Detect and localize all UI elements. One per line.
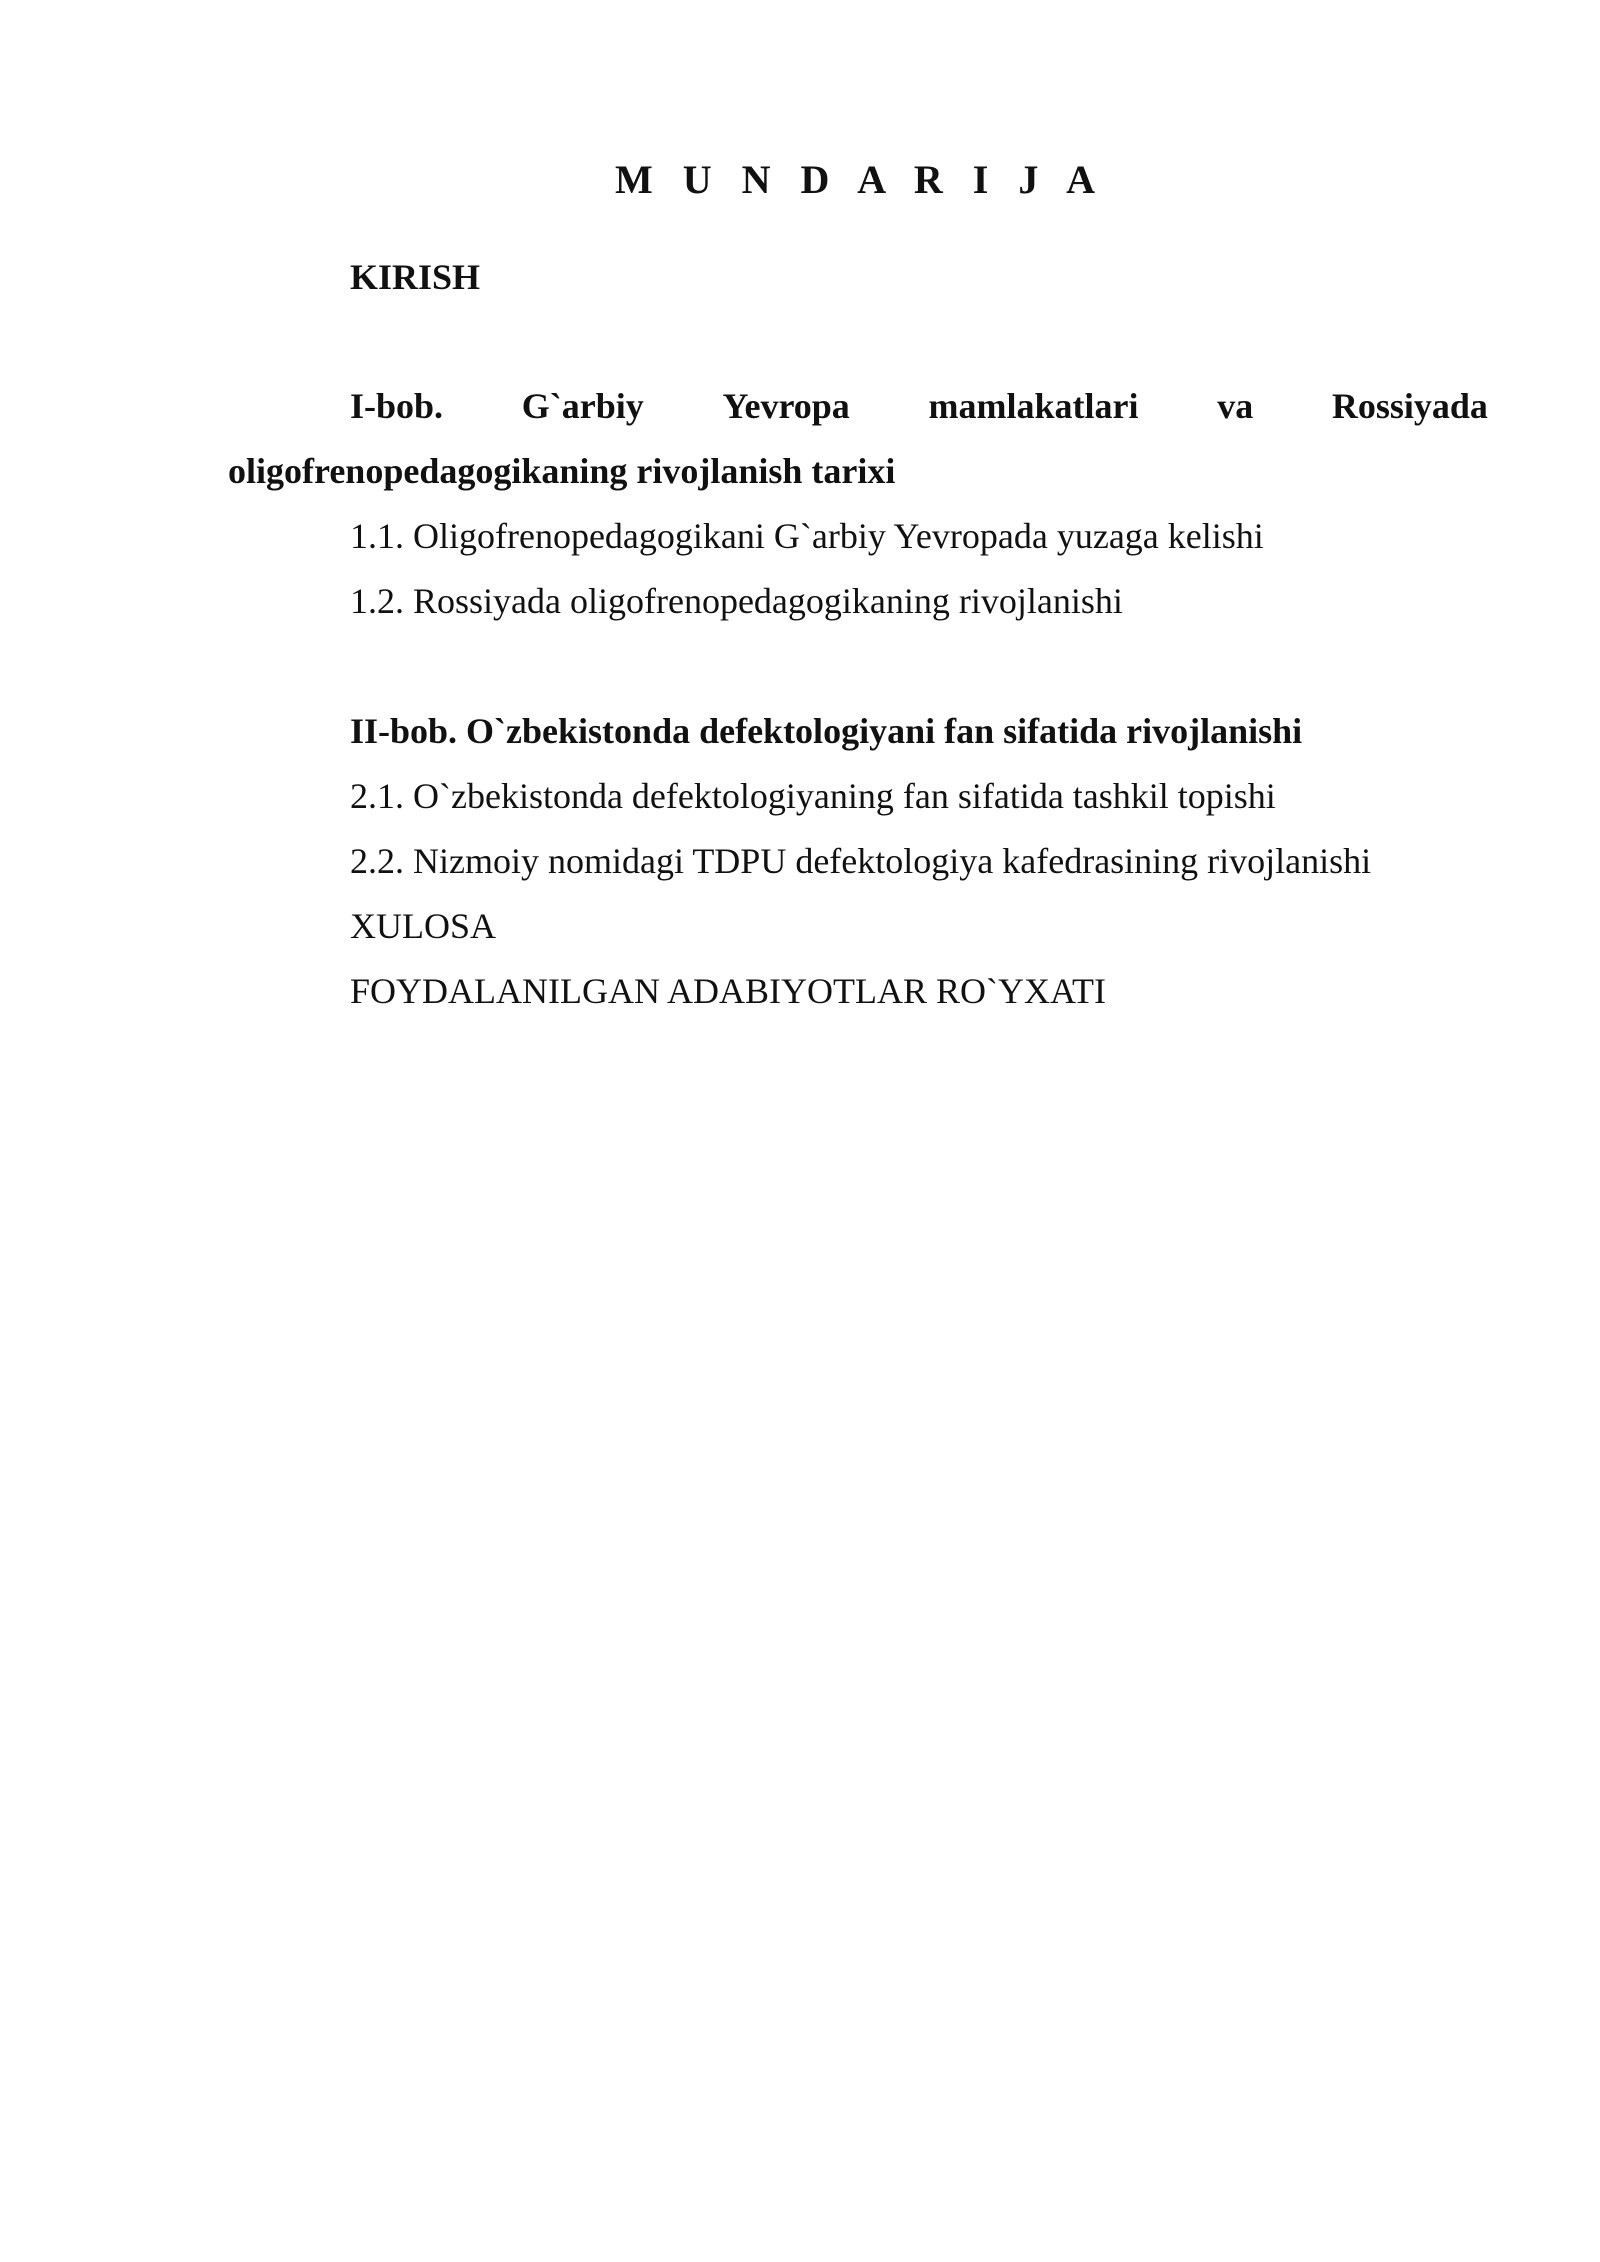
page-title: M U N D A R I J A (614, 157, 1106, 202)
toc-references: FOYDALANILGAN ADABIYOTLAR RO`YXATI (350, 971, 1106, 1011)
toc-chapter1-title-line2: oligofrenopedagogikaning rivojlanish tarixi (228, 451, 896, 491)
toc-section-2-1: 2.1. O`zbekistonda defektologiyaning fan sifatida tashkil topishi (350, 776, 1276, 816)
toc-section-1-1: 1.1. Oligofrenopedagogikani G`arbiy Yevropada yuzaga kelishi (350, 516, 1264, 556)
chapter1-word: va (1217, 386, 1254, 426)
toc-chapter1-title-line1 (350, 381, 1488, 431)
toc-section-2-2: 2.2. Nizmoiy nomidagi TDPU defektologiya kafedrasining rivojlanishi (350, 841, 1372, 881)
chapter1-word: Rossiyada (1331, 386, 1488, 426)
toc-intro: KIRISH (350, 257, 481, 297)
chapter1-word: mamlakatlari (928, 386, 1139, 426)
chapter1-word: Yevropa (722, 386, 850, 426)
toc-section-1-2: 1.2. Rossiyada oligofrenopedagogikaning rivojlanishi (350, 581, 1123, 621)
chapter1-word: I-bob. (350, 386, 444, 426)
chapter1-word: G`arbiy (521, 386, 644, 426)
toc-chapter2-title: II-bob. O`zbekistonda defektologiyani fan sifatida rivojlanishi (350, 711, 1303, 751)
toc-conclusion: XULOSA (350, 906, 497, 946)
